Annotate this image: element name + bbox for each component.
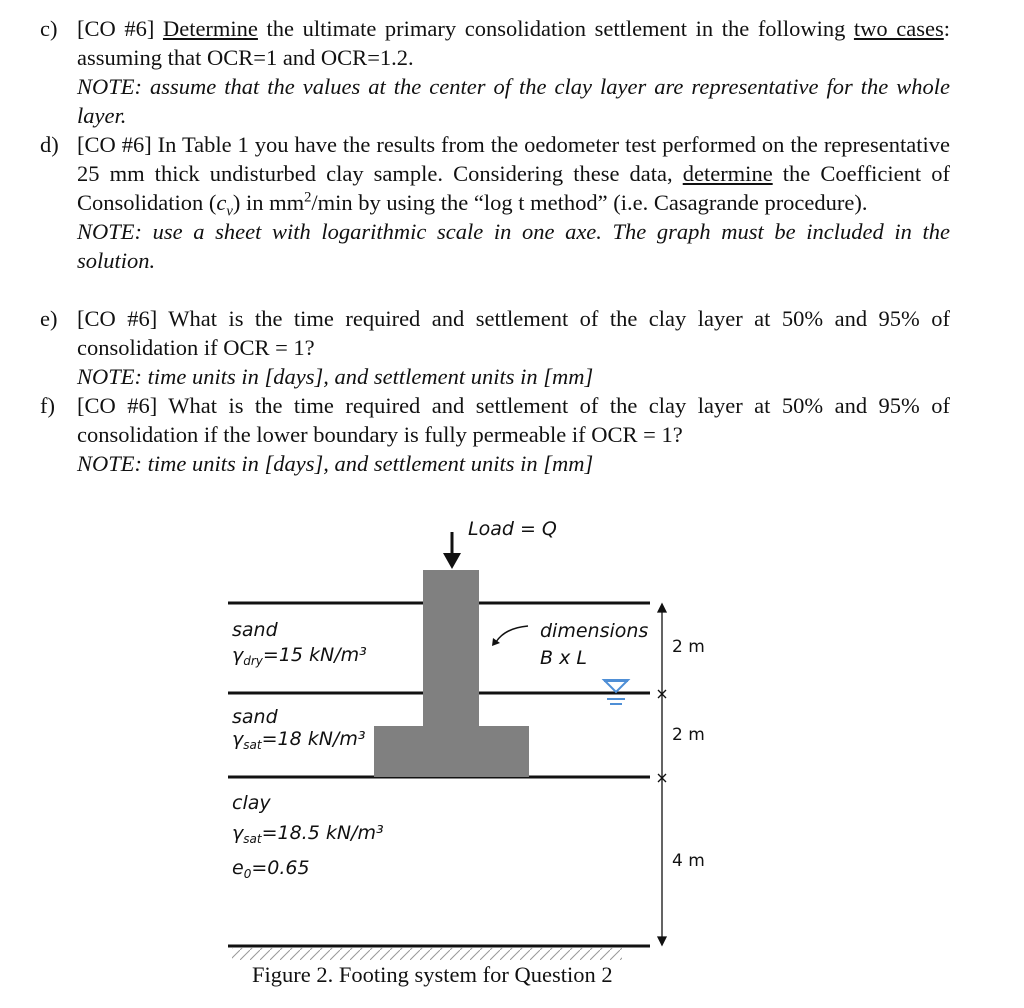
underlined-phrase: two cases <box>853 16 944 41</box>
superscript: 2 <box>304 189 312 206</box>
load-label: Load = Q <box>468 518 557 540</box>
action-verb: Determine <box>162 16 258 41</box>
dimensions-pointer-icon <box>496 626 528 642</box>
course-outcome-code: [CO #6] <box>77 16 155 41</box>
question-text: What is the time required and settlement of the clay layer at 50% and 95% of consolidation if the lower boundary is fully permeable if OCR = 1? <box>77 393 950 447</box>
bedrock-hatch <box>232 948 622 960</box>
layer3-name: clay <box>232 792 271 814</box>
question-label: e) <box>40 306 58 331</box>
question-text: /min by using the “log t method” (i.e. Casagrande procedure). <box>311 190 868 215</box>
layer3-unit-weight: $\gamma_{sat}=18.5$ kN/m³ <box>232 822 384 846</box>
layer3-void-ratio: $e_0=0.65$ <box>232 857 310 881</box>
question-note: NOTE: use a sheet with logarithmic scale in one axe. The graph must be included in the solution. <box>77 219 950 273</box>
layer2-unit-weight: $\gamma_{sat}=18$ kN/m³ <box>232 728 366 752</box>
layer1-name: sand <box>232 619 278 641</box>
course-outcome-code: [CO #6] <box>77 132 152 157</box>
layer2-name: sand <box>232 706 278 728</box>
course-outcome-code: [CO #6] <box>77 306 158 331</box>
question-text: : assuming that OCR=1 and OCR=1.2. <box>77 16 951 70</box>
symbol-subscript: v <box>226 203 233 220</box>
question-note: NOTE: assume that the values at the center of the clay layer are representative for the whole layer. <box>77 74 950 128</box>
question-text: What is the time required and settlement of the clay layer at 50% and 95% of consolidation if OCR = 1? <box>77 306 950 360</box>
question-label: d) <box>40 132 59 157</box>
layer2-thickness: 2 m <box>672 725 705 745</box>
question-note: NOTE: time units in [days], and settlement units in [mm] <box>77 451 594 476</box>
question-label: f) <box>40 393 55 418</box>
footing-column <box>423 570 479 728</box>
layer1-unit-weight: $\gamma_{dry}=15$ kN/m³ <box>232 644 367 668</box>
layer1-thickness: 2 m <box>672 637 705 657</box>
footing-base <box>374 726 529 777</box>
question-text: the ultimate primary consolidation settlement in the following <box>257 16 854 41</box>
symbol-cv: c <box>216 190 227 215</box>
question-text: ) in mm <box>232 190 305 215</box>
question-note: NOTE: time units in [days], and settlement units in [mm] <box>77 364 594 389</box>
question-label: c) <box>40 16 58 41</box>
action-verb: determine <box>682 161 773 186</box>
question-text: In Table 1 you have the results from the oedometer test performed on the representative 25 mm thick undisturbed clay sample. Considering these data, <box>77 132 950 186</box>
layer3-thickness: 4 m <box>672 851 705 871</box>
question-text: the Coefficient of Consolidation ( <box>77 161 950 215</box>
figure-caption: Figure 2. Footing system for Question 2 <box>252 962 613 987</box>
course-outcome-code: [CO #6] <box>77 393 158 418</box>
thickness-dimension-line <box>658 604 666 945</box>
dimensions-value: B x L <box>540 647 587 669</box>
dimensions-label: dimensions <box>540 620 649 642</box>
load-arrow-icon <box>443 532 461 569</box>
